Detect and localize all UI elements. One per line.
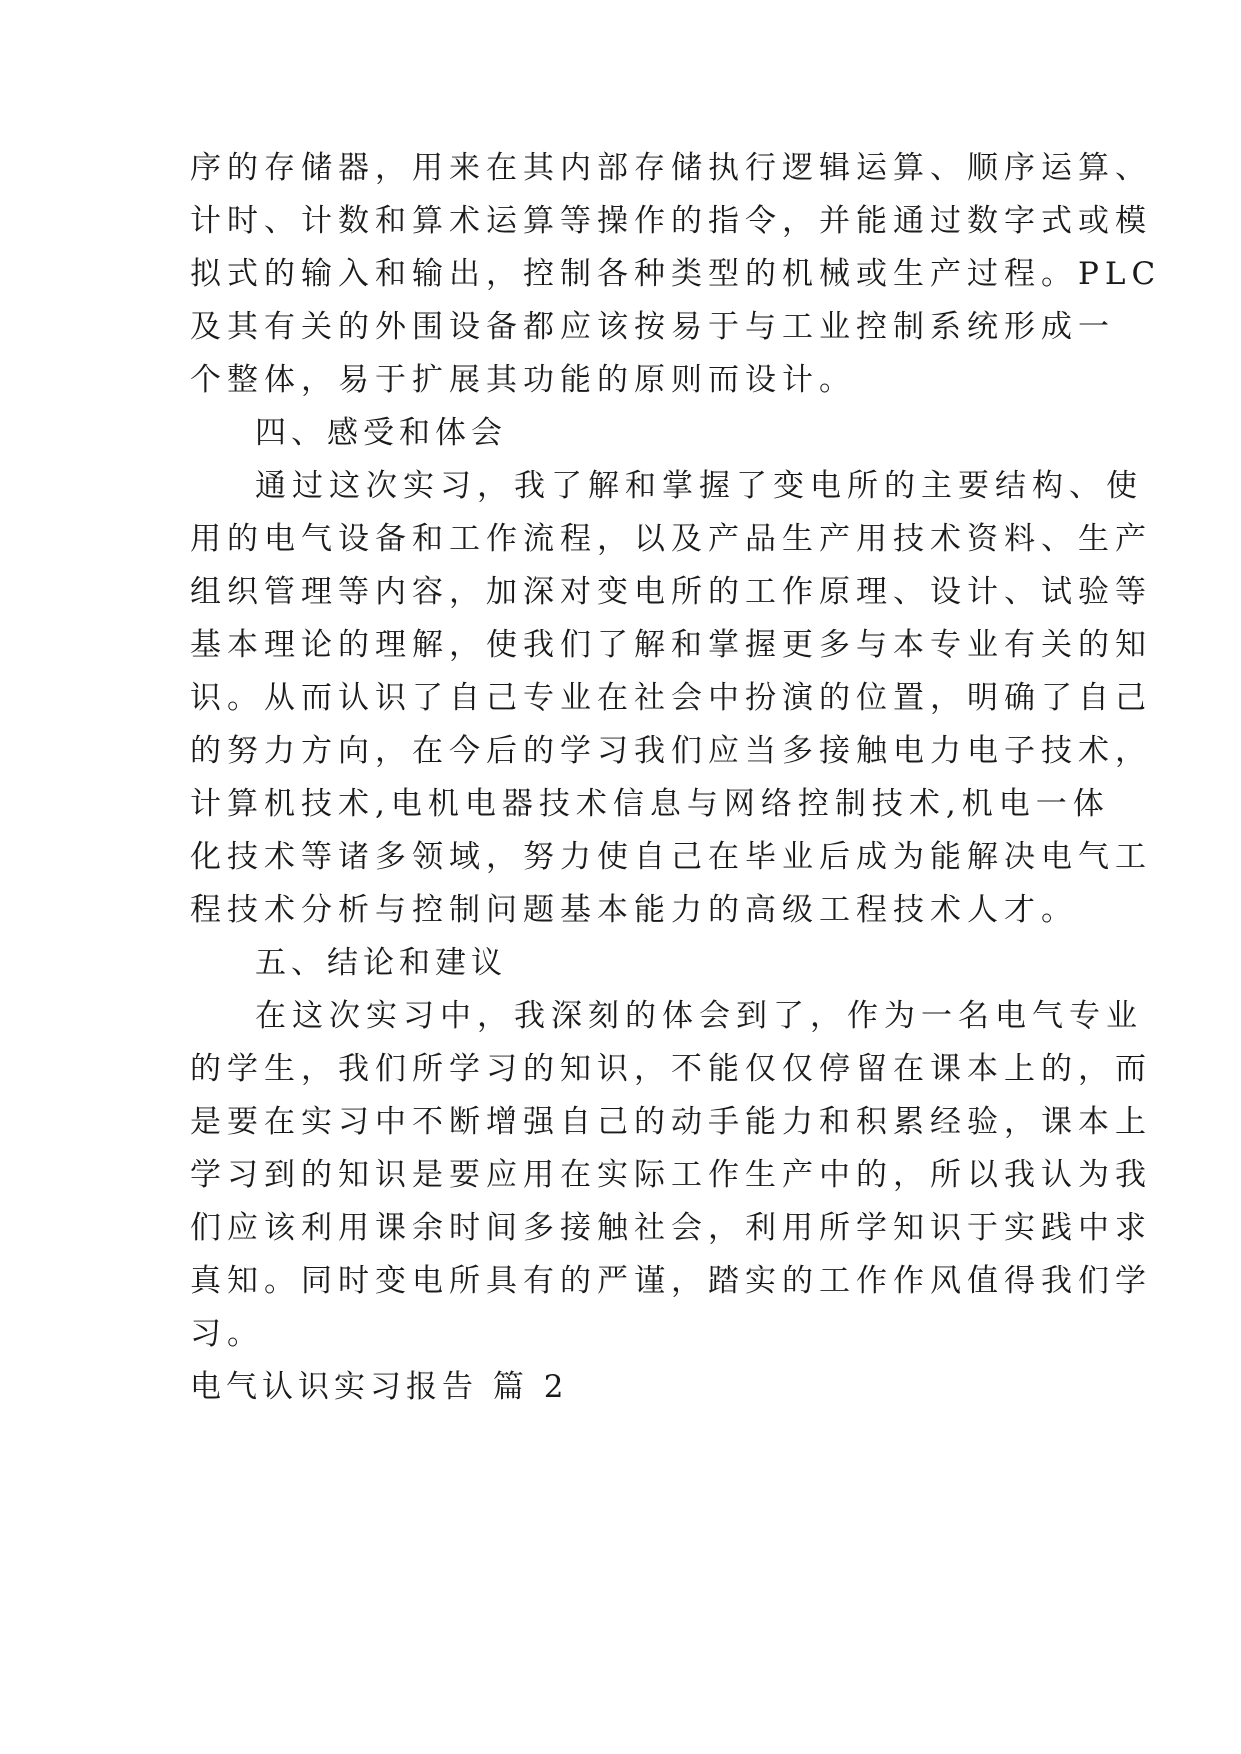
paragraph-line: 化技术等诸多领域，努力使自己在毕业后成为能解决电气工 <box>190 839 1152 875</box>
paragraph-line: 的努力方向，在今后的学习我们应当多接触电力电子技术， <box>190 733 1152 769</box>
paragraph-line: 计算机技术,电机电器技术信息与网络控制技术,机电一体 <box>190 786 1110 822</box>
paragraph-line: 组织管理等内容，加深对变电所的工作原理、设计、试验等 <box>190 574 1152 610</box>
paragraph-line: 习。 <box>190 1316 264 1352</box>
paragraph-line: 是要在实习中不断增强自己的动手能力和积累经验，课本上 <box>190 1104 1152 1140</box>
paragraph-line: 们应该利用课余时间多接触社会，利用所学知识于实践中求 <box>190 1210 1152 1246</box>
paragraph-line: 计时、计数和算术运算等操作的指令，并能通过数字式或模 <box>190 203 1152 239</box>
section-five-heading: 五、结论和建议 <box>255 945 507 981</box>
paragraph-line: 通过这次实习，我了解和掌握了变电所的主要结构、使 <box>255 468 1143 504</box>
paragraph-line: 真知。同时变电所具有的严谨，踏实的工作作风值得我们学 <box>190 1263 1152 1299</box>
paragraph-line: 的学生，我们所学习的知识，不能仅仅停留在课本上的，而 <box>190 1051 1152 1087</box>
paragraph-line: 程技术分析与控制问题基本能力的高级工程技术人才。 <box>190 892 1078 928</box>
paragraph-line: 及其有关的外围设备都应该按易于与工业控制系统形成一 <box>190 309 1115 345</box>
paragraph-line: 学习到的知识是要应用在实际工作生产中的，所以我认为我 <box>190 1157 1152 1193</box>
section-four-heading: 四、感受和体会 <box>255 415 507 451</box>
paragraph-line: 识。从而认识了自己专业在社会中扮演的位置，明确了自己 <box>190 680 1152 716</box>
paragraph-line: 序的存储器，用来在其内部存储执行逻辑运算、顺序运算、 <box>190 150 1152 186</box>
paragraph-line: 在这次实习中，我深刻的体会到了，作为一名电气专业 <box>255 998 1143 1034</box>
paragraph-line: 拟式的输入和输出，控制各种类型的机械或生产过程。PLC <box>190 256 1162 292</box>
paragraph-line: 用的电气设备和工作流程，以及产品生产用技术资料、生产 <box>190 521 1152 557</box>
paragraph-line: 个整体，易于扩展其功能的原则而设计。 <box>190 362 856 398</box>
paragraph-line: 基本理论的理解，使我们了解和掌握更多与本专业有关的知 <box>190 627 1152 663</box>
next-document-title: 电气认识实习报告 篇 2 <box>190 1369 569 1405</box>
